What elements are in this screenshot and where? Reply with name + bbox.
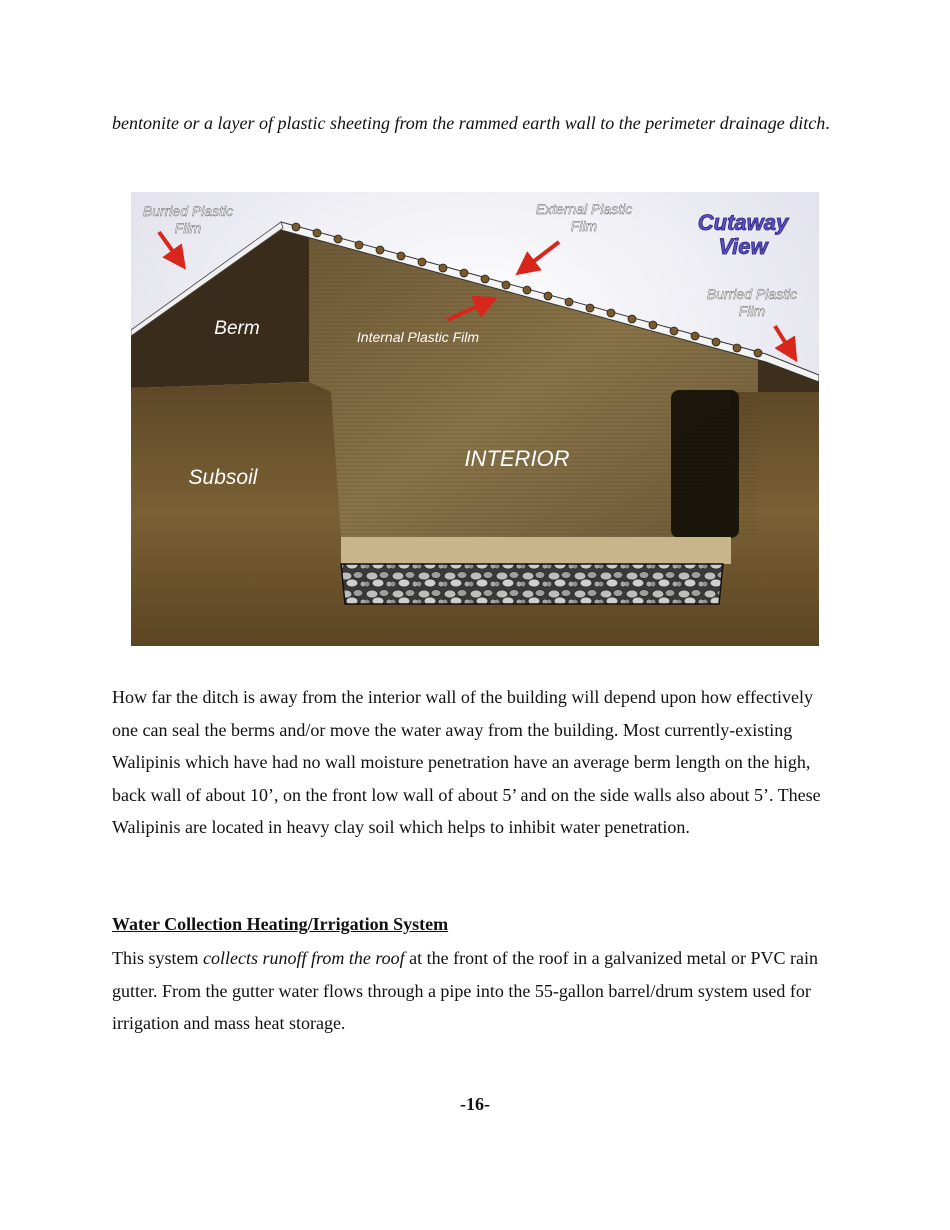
wc-text-italic: collects runoff from the roof bbox=[203, 948, 405, 968]
label-external-2: Film bbox=[570, 218, 598, 234]
gravel-bed bbox=[341, 564, 723, 604]
label-internal-film: Internal Plastic Film bbox=[356, 329, 480, 345]
intro-paragraph bbox=[112, 107, 842, 140]
berm-paragraph: How far the ditch is away from the interior wall of the building will depend upon how effectively one can seal the berms and/or move the water away from the building. Most currently-existing Walipinis which have had no wall moisture penetration have an average berm length on the high, back wall of about 10’, on the front low wall of about 5’ and on the side walls also about 5’. These Walipinis are located in heavy clay soil which helps to inhibit water penetration. bbox=[112, 687, 821, 838]
label-interior: INTERIOR bbox=[464, 446, 570, 471]
walipini-cutaway-figure bbox=[131, 192, 819, 646]
intro-period: . bbox=[825, 113, 830, 133]
water-collection-paragraph bbox=[112, 942, 842, 1040]
label-buried-right-2: Film bbox=[738, 303, 766, 319]
intro-italic-text: bentonite or a layer of plastic sheeting from the rammed earth wall to the perimeter drainage ditch bbox=[112, 113, 826, 133]
floor-sand bbox=[341, 537, 731, 564]
back-wall-shadow bbox=[671, 390, 739, 538]
page-number: -16- bbox=[460, 1094, 490, 1114]
section-heading: Water Collection Heating/Irrigation System bbox=[112, 914, 449, 934]
wc-text-start: This system bbox=[112, 948, 204, 968]
label-external-1: External Plastic bbox=[535, 201, 633, 217]
label-buried-right-1: Burried Plastic bbox=[706, 286, 798, 302]
label-berm: Berm bbox=[214, 318, 260, 339]
label-buried-left-2: Film bbox=[174, 220, 202, 236]
figure-title-line1: Cutaway bbox=[697, 210, 789, 235]
label-subsoil: Subsoil bbox=[188, 466, 258, 489]
figure-title-line2: View bbox=[718, 234, 768, 259]
label-buried-left-1: Burried Plastic bbox=[142, 203, 234, 219]
wc-text-rest: at the front of the roof in a galvanized metal or PVC rain gutter. From the gutter water flows through a pipe into the 55-gallon barrel/drum system used for irrigation and mass heat storage. bbox=[112, 948, 819, 1034]
